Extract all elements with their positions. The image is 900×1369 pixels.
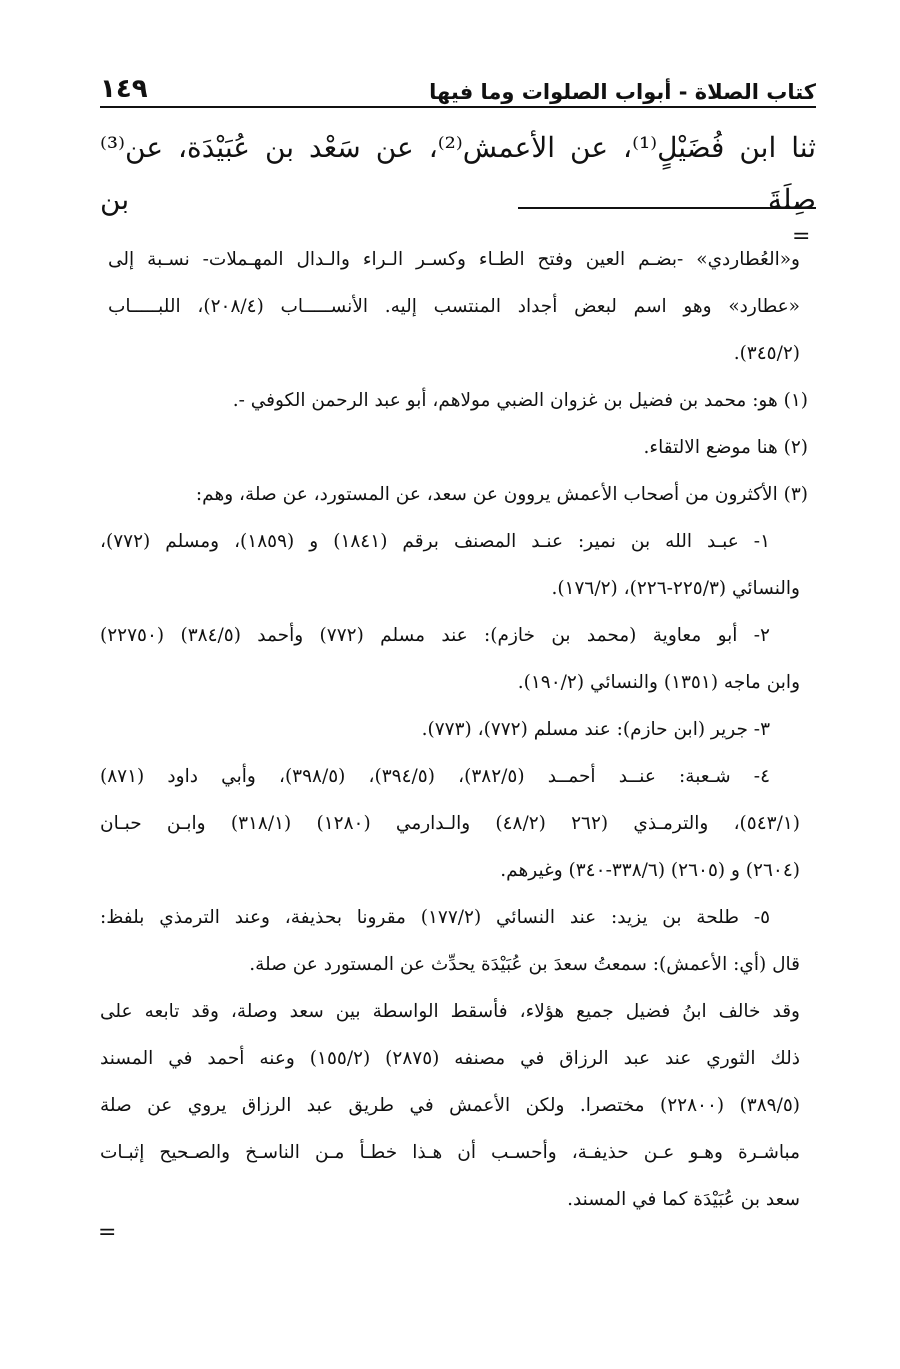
footnote-3-item: ٤- شـعبة: عنــد أحمــد (٣٨٢/٥)، (٣٩٤/٥)، (٣٩٨/٥)، وأبي داود (٨٧١) — [100, 766, 770, 787]
footnote-separator — [518, 207, 816, 209]
end-mark: = — [98, 1220, 117, 1245]
footnote-3-item: ٣- جرير (ابن حازم): عند مسلم (٧٧٢)، (٧٧٣). — [421, 719, 770, 740]
footnote-3-item: وابن ماجه (١٣٥١) والنسائي (١٩٠/٢). — [517, 672, 800, 693]
footnote-3-closing: سعد بن عُبَيْدَة كما في المسند. — [567, 1189, 800, 1210]
running-header — [100, 70, 816, 104]
footnote-1: (١) هو: محمد بن فضيل بن غزوان الضبي مولاهم، أبو عبد الرحمن الكوفي -. — [232, 390, 808, 411]
footnote-2: (٢) هنا موضع الالتقاء. — [643, 437, 808, 458]
footnote-3-closing: مباشـرة وهـو عـن حذيفـة، وأحسـب أن هـذا خطـأ مـن الناسـخ والصـحيح إثبـات — [100, 1142, 800, 1163]
footnote-3-item: قال (أي: الأعمش): سمعتُ سعدَ بن عُبَيْدَة يحدِّث عن المستورد عن صلة. — [249, 954, 800, 975]
footnote-3-closing: (٣٨٩/٥) (٢٢٨٠٠) مختصرا. ولكن الأعمش في طريق عبد الرزاق يروي عن صلة — [100, 1095, 800, 1116]
footnote-3-item: (٥٤٣/١)، والترمـذي (٢٦٢ (٤٨/٢) والـدارمي (١٢٨٠) (٣١٨/١) وابـن حبـان — [100, 813, 800, 834]
footnote-3-item: والنسائي (٢٢٥/٣-٢٢٦)، (١٧٦/٢). — [551, 578, 800, 599]
footnote-3-closing: ذلك الثوري عند عبد الرزاق في مصنفه (٢٨٧٥) (١٥٥/٢) وعنه أحمد في المسند — [100, 1048, 800, 1069]
footnote-3-item: ٥- طلحة بن يزيد: عند النسائي (١٧٧/٢) مقرونا بحذيفة، وعند الترمذي بلفظ: — [100, 907, 771, 928]
header-rule — [100, 106, 816, 108]
footnote-3-item: ٢- أبو معاوية (محمد بن خازم): عند مسلم (٧٧٢) وأحمد (٣٨٤/٥) (٢٢٧٥٠) — [100, 625, 770, 646]
chapter-title: كتاب الصلاة - أبواب الصلوات وما فيها — [429, 80, 816, 104]
footnote-3-closing: وقد خالف ابنُ فضيل جميع هؤلاء، فأسقط الواسطة بين سعد وصلة، وقد تابعه على — [100, 1001, 800, 1022]
continuation-mark: = — [792, 224, 811, 249]
footnote-line: «عطارد» وهو اسم لبعض أجداد المنتسب إليه. الأنســـــاب (٢٠٨/٤)، اللبـــــاب — [108, 296, 800, 317]
footnote-3-item: (٢٦٠٤) و (٢٦٠٥) (٣٣٨/٦-٣٤٠) وغيرهم. — [500, 860, 800, 881]
footnote-3-intro: (٣) الأكثرون من أصحاب الأعمش يروون عن سعد، عن المستورد، عن صلة، وهم: — [195, 484, 808, 505]
footnote-line: و«العُطاردي» -بضـم العين وفتح الطـاء وكسـر الـراء والـدال المهـملات- نسـبة إلى — [108, 249, 800, 270]
main-text-line: ثنا ابن فُضَيْلٍ⁽¹⁾، عن الأعمش⁽²⁾، عن سَعْد بن عُبَيْدَة، عن⁽³⁾ صِلَةَ بن — [100, 131, 816, 216]
page-number: ١٤٩ — [100, 74, 148, 104]
footnote-line: (٣٤٥/٢). — [733, 343, 800, 364]
footnote-3-item: ١- عبـد الله بن نمير: عنـد المصنف برقم (١٨٤١) و (١٨٥٩)، ومسلم (٧٧٢)، — [100, 531, 770, 552]
